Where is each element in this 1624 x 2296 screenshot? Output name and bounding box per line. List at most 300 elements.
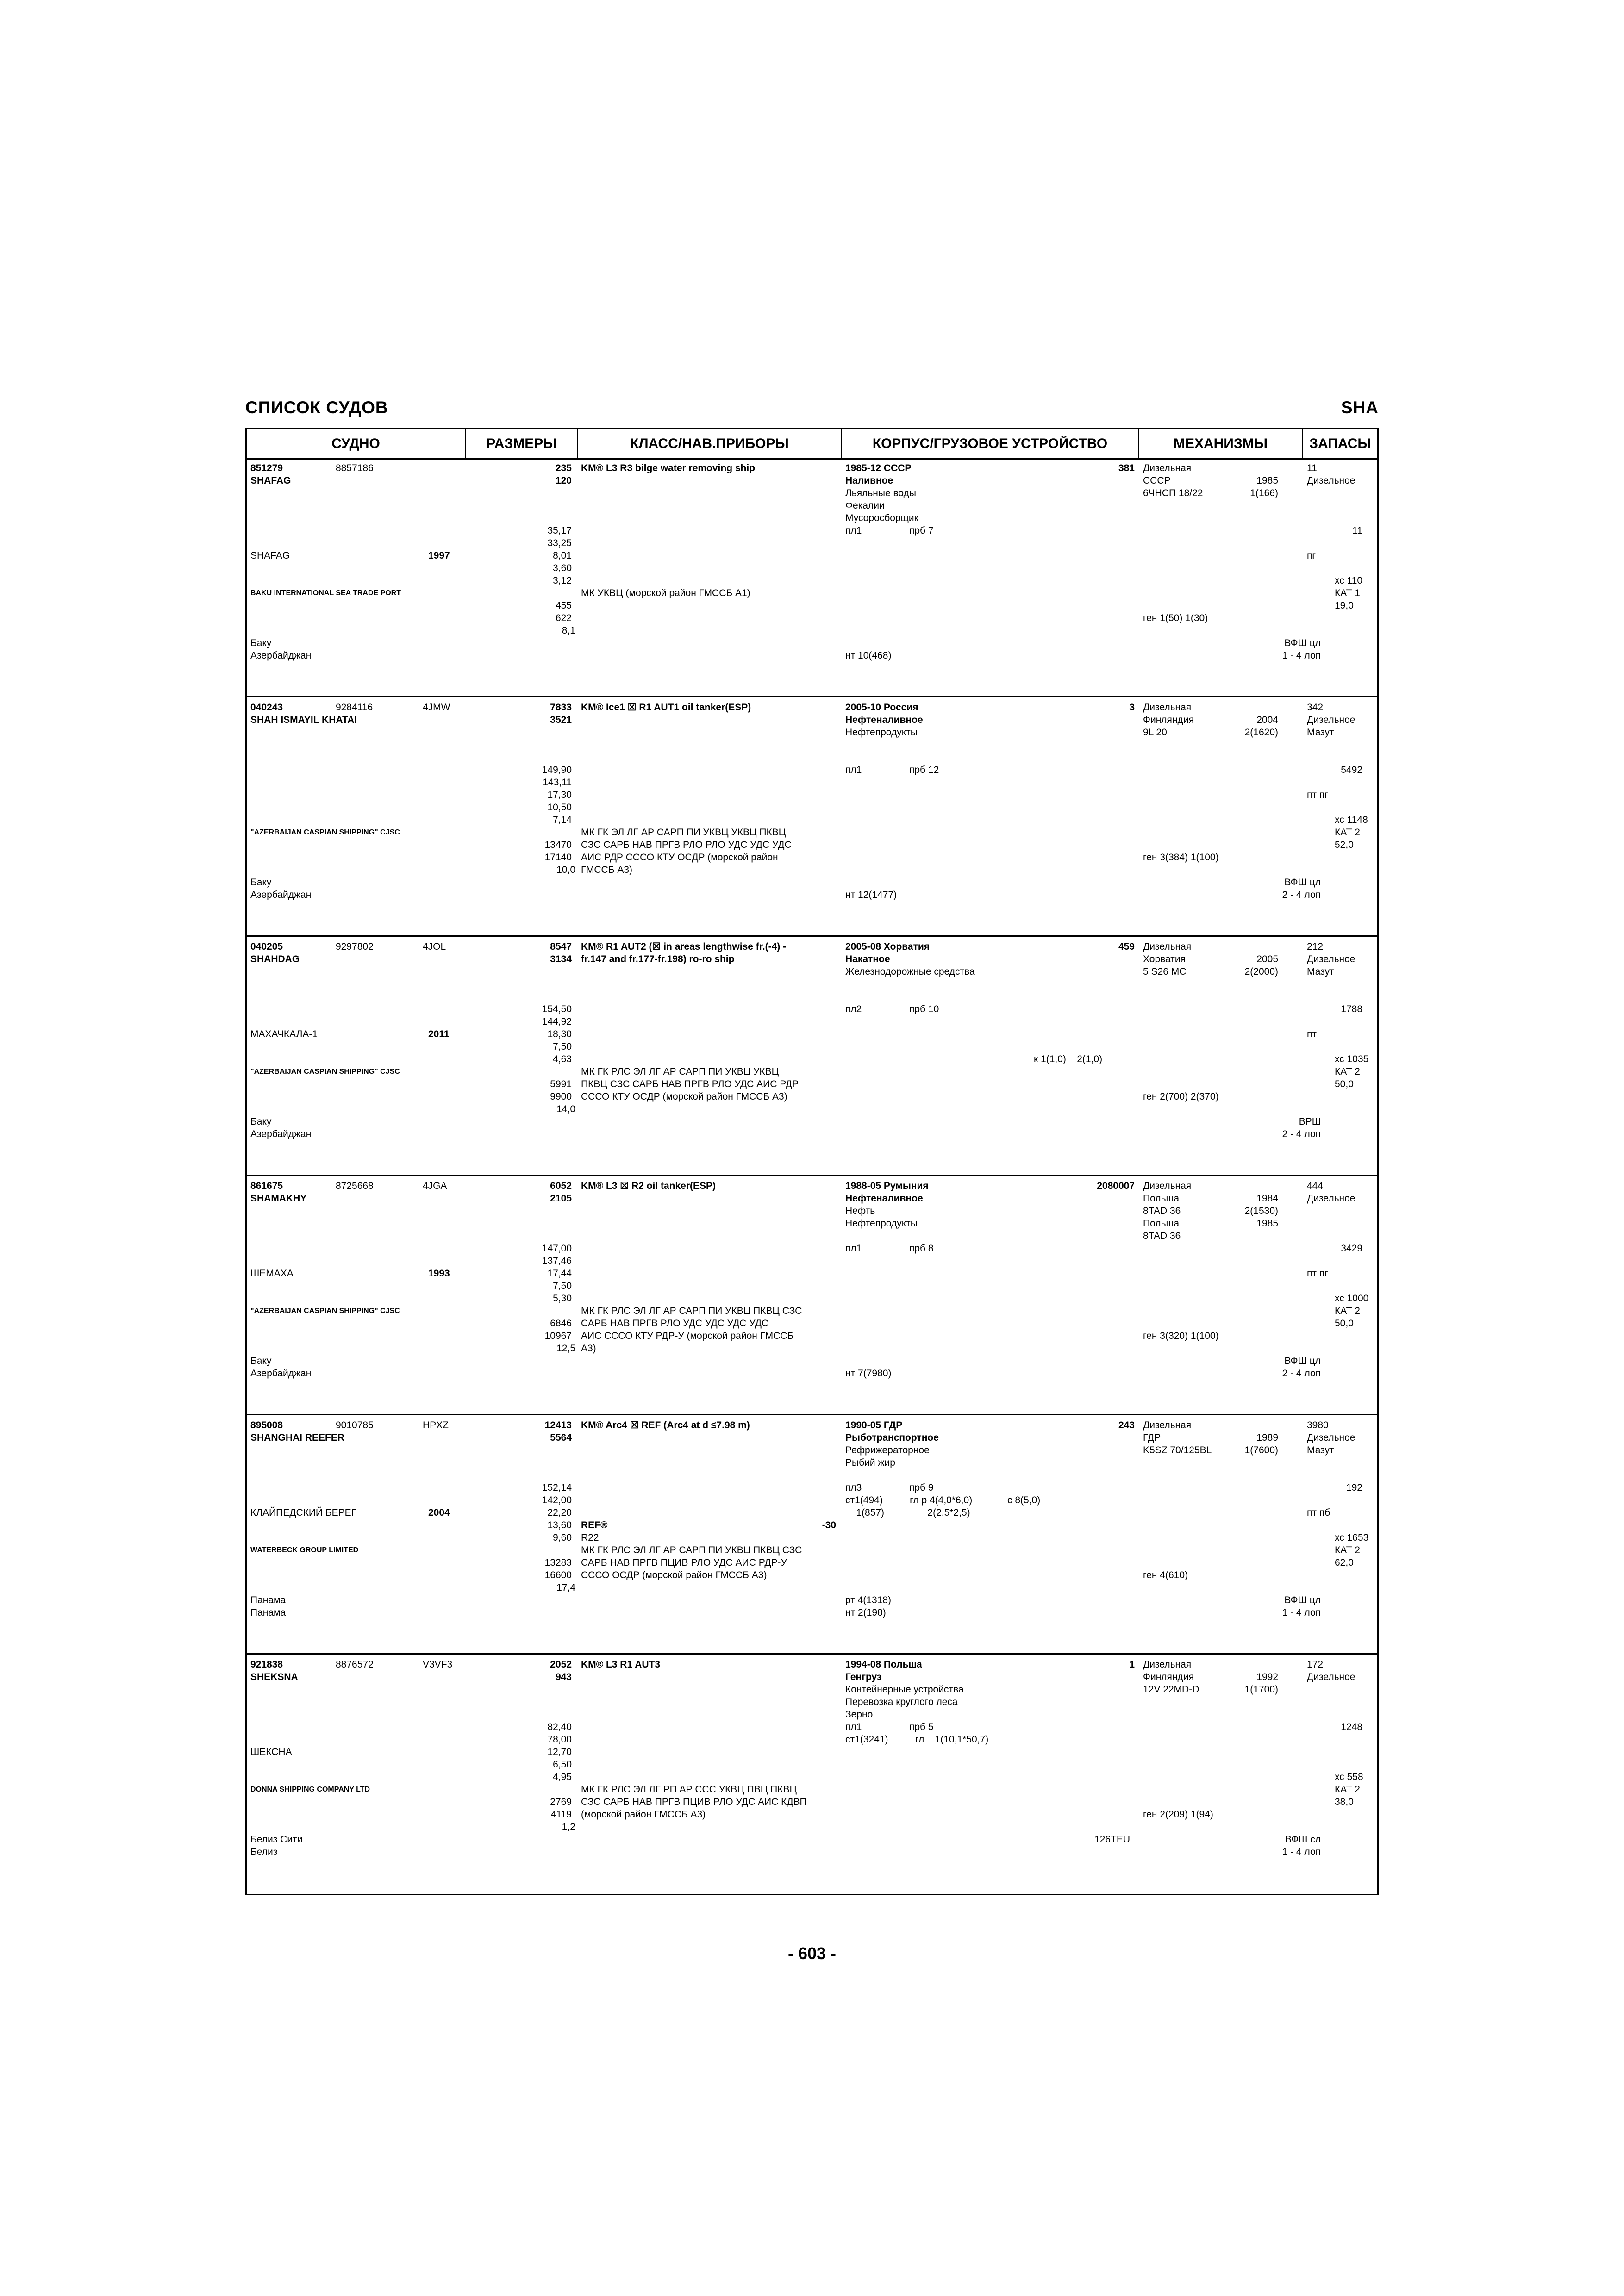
tank-info: пг: [1307, 550, 1316, 561]
propeller-blades: 1 - 4 лоп: [1282, 1847, 1321, 1857]
propeller-type: ВФШ цл: [1284, 877, 1321, 888]
bulkhead-info: прб 12: [909, 765, 939, 775]
ramp-info: к 1(1,0) 2(1,0): [1034, 1054, 1103, 1064]
port-of-registry: Баку: [250, 1116, 272, 1127]
dimension-value: 2769: [550, 1797, 572, 1807]
imo-number: 8876572: [336, 1659, 374, 1670]
stores-value: 444: [1307, 1181, 1324, 1191]
tonnage-info: нт 7(7980): [845, 1368, 892, 1379]
stores-capacity: 3429: [1341, 1243, 1362, 1254]
page-number: - 603 -: [787, 1944, 837, 1963]
vessel-type: Рыботранспортное: [845, 1432, 939, 1443]
port-of-registry: Баку: [250, 877, 272, 888]
stores-capacity: 192: [1346, 1482, 1362, 1493]
dimension-value: 10967: [544, 1331, 572, 1341]
engine-power: 2(2000): [1244, 966, 1278, 977]
engine-type: Дизельная: [1143, 1659, 1192, 1670]
build-date-country: 2005-10 Россия: [845, 702, 918, 713]
flag-state: Азербайджан: [250, 890, 312, 900]
col-header-dimensions: РАЗМЕРЫ: [466, 429, 578, 458]
dimension-value: 455: [555, 600, 572, 611]
vessel-record: [247, 1415, 1377, 1655]
engine-model: K5SZ 70/125BL: [1143, 1445, 1212, 1456]
horsepower: хс 1653: [1335, 1532, 1369, 1543]
propeller-blades: 2 - 4 лоп: [1282, 890, 1321, 900]
vessel-name: SHAFAG: [250, 475, 291, 486]
tank-info: пт пб: [1307, 1507, 1330, 1518]
nav-equipment-line: (морской район ГМССБ А3): [581, 1809, 706, 1820]
imo-number: 9284116: [336, 702, 373, 713]
bulkhead-info: прб 9: [909, 1482, 934, 1493]
stores-capacity: 11: [1352, 525, 1362, 536]
refrigeration-temp: -30: [822, 1520, 836, 1531]
dimension-value: 4119: [550, 1809, 572, 1820]
nav-equipment-line: СССО ОСДР (морской район ГМССБ А3): [581, 1570, 767, 1580]
category-value: 38,0: [1335, 1797, 1354, 1807]
ship-list-table: [245, 428, 1379, 1895]
former-name-year: 2011: [428, 1029, 450, 1039]
tank-info: пт: [1307, 1029, 1317, 1039]
fuel-type: Мазут: [1307, 727, 1334, 738]
bulkhead-info: прб 10: [909, 1004, 939, 1014]
engine-model: Польша: [1143, 1218, 1180, 1229]
propeller-blades: 1 - 4 лоп: [1282, 650, 1321, 661]
tonnage-info: нт 2(198): [845, 1607, 886, 1618]
fuel-type: Дизельное: [1307, 1432, 1355, 1443]
dimension-value: 14,0: [556, 1104, 575, 1114]
cargo-type: Фекалии: [845, 500, 885, 511]
engine-model: 9L 20: [1143, 727, 1167, 738]
dimension-value: 6,50: [553, 1759, 572, 1770]
engine-power: 1(166): [1250, 488, 1278, 498]
former-name-year: 1993: [428, 1268, 450, 1279]
reg-number: 851279: [250, 463, 283, 473]
cargo-type: Рефрижераторное: [845, 1445, 930, 1456]
category-value: 50,0: [1335, 1318, 1354, 1329]
engine-year: 1989: [1256, 1432, 1278, 1443]
engine-model: 5 S26 MC: [1143, 966, 1187, 977]
deck-info: пл3: [845, 1482, 862, 1493]
class-notation: KM® Ice1 ☒ R1 AUT1 oil tanker(ESP): [581, 702, 751, 713]
vessel-type: Генгруз: [845, 1672, 882, 1682]
vessel-type: Нефтеналивное: [845, 715, 923, 725]
nav-equipment-line: А3): [581, 1343, 596, 1354]
engine-type: Дизельная: [1143, 702, 1192, 713]
nav-equipment-line: СССО КТУ ОСДР (морской район ГМССБ А3): [581, 1091, 787, 1102]
build-number: 2080007: [1097, 1181, 1135, 1191]
dimension-value: 2105: [550, 1193, 572, 1204]
engine-type: Дизельная: [1143, 1181, 1192, 1191]
flag-state: Азербайджан: [250, 650, 312, 661]
call-sign: 4JMW: [423, 702, 450, 713]
dimension-value: 17,30: [547, 790, 572, 800]
call-sign: 4JOL: [423, 941, 446, 952]
reg-number: 921838: [250, 1659, 283, 1670]
former-name-year: 1997: [428, 550, 450, 561]
vessel-type: Накатное: [845, 954, 890, 964]
stores-capacity: 1788: [1341, 1004, 1362, 1014]
dimension-value: 120: [555, 475, 572, 486]
engine-country: ГДР: [1143, 1432, 1161, 1443]
dimension-value: 4,95: [553, 1772, 572, 1782]
dimension-value: 33,25: [547, 538, 572, 548]
fuel-type: Дизельное: [1307, 954, 1355, 964]
col-header-vessel: СУДНО: [247, 429, 466, 458]
horsepower: хс 1000: [1335, 1293, 1369, 1304]
fuel-type: Дизельное: [1307, 475, 1355, 486]
bulkhead-info: прб 8: [909, 1243, 934, 1254]
former-name: МАХАЧКАЛА-1: [250, 1029, 318, 1039]
dimension-value: 149,90: [542, 765, 572, 775]
dimension-value: 4,63: [553, 1054, 572, 1064]
cargo-type: Зерно: [845, 1709, 873, 1720]
build-date-country: 1988-05 Румыния: [845, 1181, 929, 1191]
call-sign: HPXZ: [423, 1420, 449, 1431]
engine-country: Хорватия: [1143, 954, 1186, 964]
cargo-type: Нефть: [845, 1206, 875, 1216]
category-value: 62,0: [1335, 1557, 1354, 1568]
dimension-value: 3521: [550, 715, 572, 725]
flag-state: Белиз: [250, 1847, 278, 1857]
port-of-registry: Белиз Сити: [250, 1834, 303, 1845]
dimension-value: 5564: [550, 1432, 572, 1443]
cargo-gear: ст1(494) гл р 4(4,0*6,0) с 8(5,0): [845, 1495, 1041, 1506]
former-name: ШЕКСНА: [250, 1747, 292, 1757]
dimension-value: 7,50: [553, 1281, 572, 1291]
nav-equipment-line: МК ГК РЛС ЭЛ ЛГ АР САРП ПИ УКВЦ ПКВЦ СЗС: [581, 1306, 802, 1316]
dimension-value: 943: [555, 1672, 572, 1682]
build-date-country: 1985-12 СССР: [845, 463, 912, 473]
nav-equipment-line: АИС РДР СССО КТУ ОСДР (морской район: [581, 852, 778, 863]
col-header-class: КЛАСС/НАВ.ПРИБОРЫ: [578, 429, 842, 458]
nav-equipment-line: МК ГК ЭЛ ЛГ АР САРП ПИ УКВЦ УКВЦ ПКВЦ: [581, 827, 786, 838]
dimension-value: 17,4: [556, 1582, 575, 1593]
category: КАТ 2: [1335, 1784, 1360, 1795]
dimension-value: 5,30: [553, 1293, 572, 1304]
nav-equipment-line: АИС СССО КТУ РДР-У (морской район ГМССБ: [581, 1331, 794, 1341]
vessel-record: [247, 1176, 1377, 1415]
class-notation: KM® R1 AUT2 (☒ in areas lengthwise fr.(-4) -: [581, 941, 787, 952]
flag-state: Панама: [250, 1607, 286, 1618]
dimension-value: 10,0: [556, 865, 575, 875]
col-header-stores: ЗАПАСЫ: [1309, 436, 1371, 451]
dimension-value: 7,50: [553, 1041, 572, 1052]
propeller-type: ВРШ: [1299, 1116, 1321, 1127]
generators: ген 4(610): [1143, 1570, 1188, 1580]
category-value: 19,0: [1335, 600, 1354, 611]
deck-info: пл1: [845, 1722, 862, 1732]
dimension-value: 3,60: [553, 563, 572, 573]
generators: ген 3(384) 1(100): [1143, 852, 1219, 863]
nav-equipment-line: СЗС САРБ НАВ ПРГВ ПЦИВ РЛО УДС АИС КДВП: [581, 1797, 807, 1807]
dimension-value: 13470: [544, 840, 572, 850]
dimension-value: 16600: [544, 1570, 572, 1580]
dimension-value: 12413: [544, 1420, 572, 1431]
dimension-value: 137,46: [542, 1256, 572, 1266]
engine-model: 6ЧНСП 18/22: [1143, 488, 1203, 498]
horsepower: хс 1035: [1335, 1054, 1369, 1064]
category: КАТ 2: [1335, 1545, 1360, 1556]
engine-model: 8TAD 36: [1143, 1231, 1181, 1241]
dimension-value: 35,17: [547, 525, 572, 536]
nav-equipment-line: СЗС САРБ НАВ ПРГВ РЛО РЛО УДС УДС УДС: [581, 840, 792, 850]
vessel-name: SHEKSNA: [250, 1672, 298, 1682]
owner-name: "AZERBAIJAN CASPIAN SHIPPING" CJSC: [250, 1307, 400, 1315]
fuel-type: Мазут: [1307, 1445, 1334, 1456]
category: КАТ 2: [1335, 1066, 1360, 1077]
vessel-record: [247, 1655, 1377, 1894]
stores-value: 172: [1307, 1659, 1324, 1670]
build-number: 3: [1129, 702, 1135, 713]
imo-number: 9297802: [336, 941, 374, 952]
reg-number: 040243: [250, 702, 283, 713]
owner-name: WATERBECK GROUP LIMITED: [250, 1546, 359, 1554]
col-header-hull: КОРПУС/ГРУЗОВОЕ УСТРОЙСТВО: [842, 429, 1139, 458]
vessel-record: [247, 458, 1377, 697]
nav-equipment-line: МК ГК РЛС ЭЛ ЛГ РП АР ССС УКВЦ ПВЦ ПКВЦ: [581, 1784, 797, 1795]
build-number: 243: [1118, 1420, 1135, 1431]
cargo-type: Мусоросборщик: [845, 513, 918, 523]
owner-name: BAKU INTERNATIONAL SEA TRADE PORT: [250, 589, 401, 597]
call-sign: V3VF3: [423, 1659, 453, 1670]
dimension-value: 154,50: [542, 1004, 572, 1014]
generators: ген 2(700) 2(370): [1143, 1091, 1219, 1102]
engine-year: 1992: [1256, 1672, 1278, 1682]
vessel-record: [247, 697, 1377, 937]
reg-number: 040205: [250, 941, 283, 952]
cargo-type: Льяльные воды: [845, 488, 916, 498]
refrigerant: R22: [581, 1532, 599, 1543]
dimension-value: 9,60: [553, 1532, 572, 1543]
dimension-value: 2052: [550, 1659, 572, 1670]
cargo-gear: 1(857) 2(2,5*2,5): [845, 1507, 970, 1518]
vessel-name: SHANGHAI REEFER: [250, 1432, 345, 1443]
flag-state: Азербайджан: [250, 1368, 312, 1379]
dimension-value: 3,12: [553, 575, 572, 586]
owner-name: DONNA SHIPPING COMPANY LTD: [250, 1786, 370, 1793]
engine-type: Дизельная: [1143, 941, 1192, 952]
engine-power: 2(1530): [1244, 1206, 1278, 1216]
build-number: 459: [1118, 941, 1135, 952]
imo-number: 8857186: [336, 463, 374, 473]
owner-name: "AZERBAIJAN CASPIAN SHIPPING" CJSC: [250, 828, 400, 836]
dimension-value: 6052: [550, 1181, 572, 1191]
nav-equipment-line: ПКВЦ СЗС САРБ НАВ ПРГВ РЛО УДС АИС РДР: [581, 1079, 799, 1089]
nav-equipment-line: САРБ НАВ ПРГВ РЛО УДС УДС УДС УДС: [581, 1318, 769, 1329]
dimension-value: 17,44: [547, 1268, 572, 1279]
propeller-type: ВФШ цл: [1284, 1356, 1321, 1366]
engine-type: Дизельная: [1143, 1420, 1192, 1431]
class-notation: KM® L3 R1 AUT3: [581, 1659, 661, 1670]
engine-year: 2004: [1256, 715, 1278, 725]
engine-year: 2005: [1256, 954, 1278, 964]
engine-power: 1(1700): [1244, 1684, 1278, 1695]
dimension-value: 78,00: [547, 1734, 572, 1745]
fuel-type: Мазут: [1307, 966, 1334, 977]
nav-equipment-line: ГМССБ А3): [581, 865, 633, 875]
propeller-blades: 2 - 4 лоп: [1282, 1368, 1321, 1379]
bulkhead-info: прб 5: [909, 1722, 934, 1732]
propeller-type: ВФШ сл: [1285, 1834, 1321, 1845]
propeller-type: ВФШ цл: [1284, 1595, 1321, 1605]
cargo-type: Рыбий жир: [845, 1457, 895, 1468]
category: КАТ 2: [1335, 1306, 1360, 1316]
engine-country: Польша: [1143, 1193, 1180, 1204]
col-header-machinery: МЕХАНИЗМЫ: [1139, 429, 1303, 458]
fuel-type: Дизельное: [1307, 1672, 1355, 1682]
engine-power: 2(1620): [1244, 727, 1278, 738]
former-name: КЛАЙПЕДСКИЙ БЕРЕГ: [250, 1507, 357, 1518]
horsepower: хс 1148: [1335, 815, 1368, 825]
class-notation: KM® Arc4 ☒ REF (Arc4 at d ≤7.98 m): [581, 1420, 750, 1431]
fuel-type: Дизельное: [1307, 1193, 1355, 1204]
horsepower: хс 110: [1335, 575, 1363, 586]
engine-type: Дизельная: [1143, 463, 1192, 473]
build-number: 381: [1118, 463, 1135, 473]
dimension-value: 12,5: [556, 1343, 575, 1354]
dimension-value: 82,40: [547, 1722, 572, 1732]
build-date-country: 2005-08 Хорватия: [845, 941, 930, 952]
dimension-value: 10,50: [547, 802, 572, 813]
build-date-country: 1994-08 Польша: [845, 1659, 922, 1670]
former-name: SHAFAG: [250, 550, 290, 561]
dimension-value: 9900: [550, 1091, 572, 1102]
propeller-blades: 2 - 4 лоп: [1282, 1129, 1321, 1139]
category: КАТ 1: [1335, 588, 1360, 598]
dimension-value: 6846: [550, 1318, 572, 1329]
dimension-value: 17140: [544, 852, 572, 863]
dimension-value: 8,1: [562, 625, 575, 636]
engine-power: 1985: [1256, 1218, 1278, 1229]
dimension-value: 5991: [550, 1079, 572, 1089]
former-name-year: 2004: [428, 1507, 450, 1518]
vessel-type: Наливное: [845, 475, 893, 486]
nav-equipment-line: САРБ НАВ ПРГВ ПЦИВ РЛО УДС АИС РДР-У: [581, 1557, 787, 1568]
engine-country: Финляндия: [1143, 1672, 1194, 1682]
cargo-gear: ст1(3241) гл 1(10,1*50,7): [845, 1734, 989, 1745]
port-of-registry: Баку: [250, 638, 272, 648]
dimension-value: 143,11: [543, 777, 572, 788]
dimension-value: 147,00: [542, 1243, 572, 1254]
dimension-value: 152,14: [542, 1482, 572, 1493]
propeller-blades: 1 - 4 лоп: [1282, 1607, 1321, 1618]
dimension-value: 622: [555, 613, 572, 623]
dimension-value: 144,92: [542, 1016, 572, 1027]
engine-power: 1(7600): [1244, 1445, 1278, 1456]
port-of-registry: Баку: [250, 1356, 272, 1366]
nav-equipment-line: МК ГК РЛС ЭЛ ЛГ АР САРП ПИ УКВЦ УКВЦ: [581, 1066, 779, 1077]
deck-info: пл1: [845, 765, 862, 775]
stores-capacity: 5492: [1341, 765, 1362, 775]
dimension-value: 1,2: [562, 1822, 575, 1832]
vessel-name: SHAMAKHY: [250, 1193, 307, 1204]
tonnage-info: рт 4(1318): [845, 1595, 892, 1605]
nav-equipment-line: МК УКВЦ (морской район ГМССБ А1): [581, 588, 750, 598]
owner-name: "AZERBAIJAN CASPIAN SHIPPING" CJSC: [250, 1068, 400, 1076]
propeller-type: ВФШ цл: [1284, 638, 1321, 648]
vessel-name: SHAH ISMAYIL KHATAI: [250, 715, 357, 725]
dimension-value: 18,30: [547, 1029, 572, 1039]
build-number: 1: [1129, 1659, 1135, 1670]
dimension-value: 142,00: [542, 1495, 572, 1506]
page-title: СПИСОК СУДОВ: [245, 398, 388, 417]
former-name: ШЕМАХА: [250, 1268, 294, 1279]
generators: ген 2(209) 1(94): [1143, 1809, 1213, 1820]
stores-value: 3980: [1307, 1420, 1329, 1431]
dimension-value: 7,14: [553, 815, 572, 825]
deck-info: пл2: [845, 1004, 862, 1014]
call-sign: 4JGA: [423, 1181, 447, 1191]
stores-value: 342: [1307, 702, 1324, 713]
cargo-type: Железнодорожные средства: [845, 966, 975, 977]
bulkhead-info: прб 7: [909, 525, 934, 536]
build-date-country: 1990-05 ГДР: [845, 1420, 903, 1431]
fuel-type: Дизельное: [1307, 715, 1355, 725]
category-value: 50,0: [1335, 1079, 1354, 1089]
generators: ген 3(320) 1(100): [1143, 1331, 1219, 1341]
reg-number: 861675: [250, 1181, 283, 1191]
deck-info: пл1: [845, 1243, 862, 1254]
imo-number: 9010785: [336, 1420, 374, 1431]
vessel-name: SHAHDAG: [250, 954, 300, 964]
teu-capacity: 126TEU: [1094, 1834, 1130, 1845]
nav-equipment-line: МК ГК РЛС ЭЛ ЛГ АР САРП ПИ УКВЦ ПКВЦ СЗС: [581, 1545, 802, 1556]
dimension-value: 13283: [544, 1557, 572, 1568]
page-code: SHA: [1341, 398, 1379, 417]
category: КАТ 2: [1335, 827, 1360, 838]
tonnage-info: нт 12(1477): [845, 890, 897, 900]
generators: ген 1(50) 1(30): [1143, 613, 1208, 623]
table-header: [247, 429, 1377, 460]
tonnage-info: нт 10(468): [845, 650, 892, 661]
tank-info: пт пг: [1307, 1268, 1328, 1279]
dimension-value: 22,20: [547, 1507, 572, 1518]
engine-year: 1985: [1256, 475, 1278, 486]
port-of-registry: Панама: [250, 1595, 286, 1605]
class-notation: KM® L3 R3 bilge water removing ship: [581, 463, 756, 473]
stores-value: 11: [1307, 463, 1317, 473]
cargo-type: Контейнерные устройства: [845, 1684, 964, 1695]
cargo-type: Перевозка круглого леса: [845, 1697, 958, 1707]
class-notation: KM® L3 ☒ R2 oil tanker(ESP): [581, 1181, 716, 1191]
dimension-value: 7833: [550, 702, 572, 713]
stores-capacity: 1248: [1341, 1722, 1362, 1732]
dimension-value: 8,01: [553, 550, 572, 561]
dimension-value: 13,60: [547, 1520, 572, 1531]
engine-country: СССР: [1143, 475, 1171, 486]
engine-model: 12V 22MD-D: [1143, 1684, 1199, 1695]
stores-value: 212: [1307, 941, 1324, 952]
vessel-type: Нефтеналивное: [845, 1193, 923, 1204]
imo-number: 8725668: [336, 1181, 374, 1191]
vessel-record: [247, 937, 1377, 1176]
engine-year: 1984: [1256, 1193, 1278, 1204]
cargo-type: Нефтепродукты: [845, 727, 918, 738]
engine-model: 8TAD 36: [1143, 1206, 1181, 1216]
horsepower: хс 558: [1335, 1772, 1363, 1782]
cargo-type: Нефтепродукты: [845, 1218, 918, 1229]
reg-number: 895008: [250, 1420, 283, 1431]
engine-country: Финляндия: [1143, 715, 1194, 725]
category-value: 52,0: [1335, 840, 1354, 850]
class-notation-cont: fr.147 and fr.177-fr.198) ro-ro ship: [581, 954, 735, 964]
refrigeration-class: REF®: [581, 1520, 608, 1531]
dimension-value: 8547: [550, 941, 572, 952]
dimension-value: 235: [555, 463, 572, 473]
dimension-value: 12,70: [547, 1747, 572, 1757]
tank-info: пт пг: [1307, 790, 1328, 800]
deck-info: пл1: [845, 525, 862, 536]
